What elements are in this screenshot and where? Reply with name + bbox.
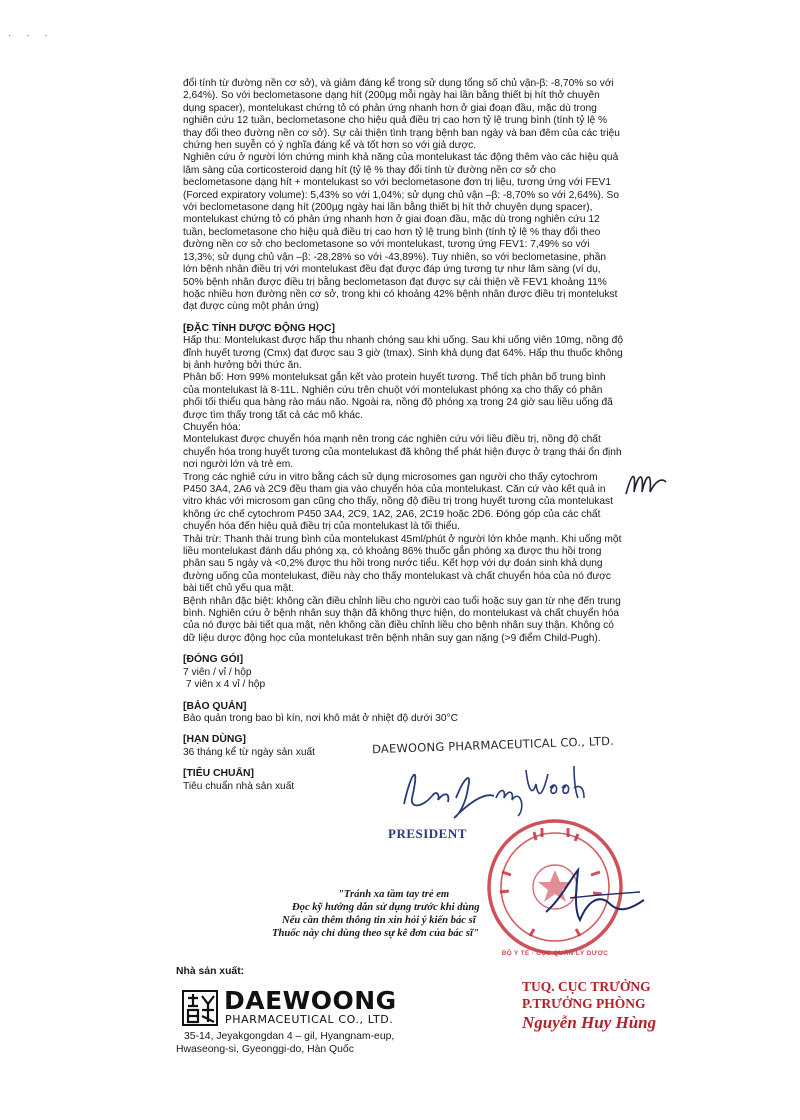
warning-line-3: Nếu cần thêm thông tin xin hỏi ý kiến bác sĩ [282,915,476,926]
company-stamp-text: DAEWOONG PHARMACEUTICAL CO., LTD. [371,733,615,757]
scan-marks: · · · [8,30,54,41]
section-heading-pharmacokinetics: [ĐẶC TÍNH DƯỢC ĐỘNG HỌC] [183,322,335,334]
warning-line-1: "Tránh xa tầm tay trẻ em [338,889,450,900]
manufacturer-name: DAEWOONG [224,986,397,1015]
pk-special-populations: Bệnh nhân đặc biệt: không cần điều chỉnh liều cho người cao tuổi hoặc suy gan từ nhẹ đến trung bình. Nghiên cứu ở bệnh nhân suy thận đã không thực hiện, do montelukast và chất chuyển hóa của nó được bài tiết qua mật, nên không cần điều chỉnh liều cho bệnh nhân suy thận. Không có dữ liệu dược động học của montelukast trên bệnh nhân suy gan nặng (>9 điểm Child-Pugh). [183,595,621,644]
address-line-1: 35-14, Jeyakgongdan 4 – gil, Hyangnam-eup, [184,1031,395,1042]
president-title: PRESIDENT [388,826,467,841]
warning-line-2: Đọc kỹ hướng dẫn sử dụng trước khi dùng [292,902,480,913]
approval-line-1: TUQ. CỤC TRƯỞNG [522,979,651,994]
warning-block [272,888,532,940]
pk-metabolism-label: Chuyển hóa: [183,421,241,433]
intro-paragraph-2: Nghiên cứu ở người lớn chứng minh khả năng của montelukast tác động thêm vào các hiệu quả lâm sàng của corticosteroid dạng hít (tỷ lệ % thay đổi tính từ đường nền cơ sở cho beclometasone dạng hít + montelukast so với beclometasone đơn trị liệu, tương ứng với FEV1 (Forced expiratory volume): 5,43% so với 1,04%; sử dụng chủ vận –β: -8,70% so với 2,64%). So với beclometasone dạng hít (200µg ngày hai lần bằng thiết bị hít thở chuyên dụng spacer), montelukast chứng tỏ có phản ứng nhanh hơn ở giai đoạn đầu, mặc dù trong nghiên cứu 12 tuần, beclometasone cho hiệu quả điều trị cao hơn tỷ lệ trung bình (tính tỷ lệ % thay đổi theo đường nền cơ sở cho beclometasone so với montelukast, tương ứng FEV1: 7,49% so với 13,3%; sử dụng chủ vận –β: -28,28% so với -43,89%). Tuy nhiên, so với beclometasine, phần lớn bệnh nhân điều trị với montelukast đều đạt được đáp ứng tương tự như lâm sàng (ví dụ, 50% bệnh nhân được điều trị bằng beclometason đạt được sự cải thiện về FEV1 khoảng 11% hoặc nhiều hơn đường nền cơ sở, trong khi có khoảng 42% bệnh nhân được điều trị montelukst đạt được cùng một phản ứng) [183,152,620,313]
pk-metabolism-1: Montelukast được chuyển hóa mạnh nên trong các nghiên cứu với liều điều trị, nồng độ chất chuyển hóa trong huyết tương của montelukast đã không thể phát hiện được ở trạng thái ổn định nơi người lớn và trẻ em. [183,434,622,471]
approver-name: Nguyễn Huy Hùng [522,1013,657,1032]
intro-paragraph-1: đổi tính từ đường nền cơ sở), và giảm đáng kể trong sử dụng tổng số chủ vận-β: -8,70% so với 2,64%). So với beclometasone dạng hít (200µg mỗi ngày hai lần bằng thiết bị hít thở chuyên dụng spacer), montelukast chứng tỏ có phản ứng nhanh hơn ở giai đoạn đầu, mặc dù trong nghiên cứu 12 tuần, beclometasone cho hiệu quả điều trị cao hơn tỷ lệ trung bình (tính tỷ lệ % thay đổi theo đường nền cơ sở). Sự cải thiện tình trạng bệnh ban ngày và ban đêm của các triệu chứng hen suyễn có ý nghĩa đáng kể và tốt hơn so với giả dược. [183,78,620,152]
daewoong-logo-icon [182,990,218,1026]
manufacturer-label: Nhà sản xuất: [176,966,245,977]
pk-metabolism-2: Trong các nghiê cứu in vitro bằng cách sử dụng microsomes gan người cho thấy cytochrom P450 3A4, 2A6 và 2C9 đều tham gia vào chuyển hóa của montelukast. Căn cứ vào kết quả in vitro khác với microsom gan cũng cho thấy, nồng độ điều trị trong huyết tương của montelukast không ức chế cytochrom P450 3A4, 2C9, 1A2, 2A6, 2C19 hoặc 2D6. Đóng góp của các chất chuyển hóa đến hiệu quả điều trị của montelukast là tối thiểu. [183,471,613,533]
pk-elimination: Thải trừ: Thanh thải trung bình của montelukast 45ml/phút ở người lớn khỏe mạnh. Khi uống một liều montelukast đánh dấu phóng xạ, có khoảng 86% thuốc gắn phóng xạ được thu hồi trong phân sau 5 ngày và <0,2% được thu hồi trong nước tiểu. Kết hợp với dự đoán sinh khả dụng đường uống của montelukast, điều này cho thấy montelukast và chất chuyển hóa của nó được bài tiết chủ yếu qua mật. [183,533,622,595]
manufacturer-address [176,1030,395,1056]
packing-line-1: 7 viên / vỉ / hộp [183,666,252,678]
section-heading-expiry: [HẠN DÙNG] [183,734,246,746]
pk-absorption: Hấp thu: Montelukast được hấp thu nhanh chóng sau khi uống. Sau khi uống viên 10mg, nồng độ đỉnh huyết tương (Cmx) đạt được sau 3 giờ (tmax). Sinh khả dụng đạt 64%. Hấp thu thuốc không bị ảnh hưởng bởi thức ăn. [183,335,623,371]
initials-signature [622,466,668,500]
warning-line-4: Thuốc này chỉ dùng theo sự kê đơn của bác sĩ" [272,928,479,939]
manufacturer-subtitle: PHARMACEUTICAL CO., LTD. [225,1013,394,1026]
section-heading-storage: [BẢO QUẢN] [183,700,247,712]
pk-distribution: Phân bố: Hơn 99% monteluksat gắn kết vào protein huyết tương. Thể tích phân bố trung bình của montelukast là 8-11L. Nghiên cứu trên chuột với montelukast phóng xạ cho thấy có phân phối tối thiểu qua hàng rào máu não. Ngoài ra, nồng độ phóng xạ trong 24 giờ sau liều uống đã được tìm thấy trong tất cả các mô khác. [183,372,613,421]
packing-line-2: 7 viên x 4 vỉ / hộp [183,679,266,691]
section-heading-standard: [TIÊU CHUẨN] [183,768,254,780]
standard-text: Tiêu chuẩn nhà sản xuất [183,780,295,792]
main-text-column [183,78,623,793]
approval-block [522,978,702,1031]
approval-line-2: P.TRƯỞNG PHÒNG [522,996,646,1011]
expiry-text: 36 tháng kể từ ngày sản xuất [183,746,315,758]
approver-signature [540,860,650,930]
section-heading-packing: [ĐÓNG GÓI] [183,654,244,666]
storage-text: Bảo quản trong bao bì kín, nơi khô mát ở nhiệt độ dưới 30°C [183,712,459,724]
address-line-2: Hwaseong-si, Gyeonggi-do, Hàn Quốc [176,1044,354,1055]
official-seal-text: BỘ Y TẾ · CỤC QUẢN LÝ DƯỢC [501,950,609,957]
